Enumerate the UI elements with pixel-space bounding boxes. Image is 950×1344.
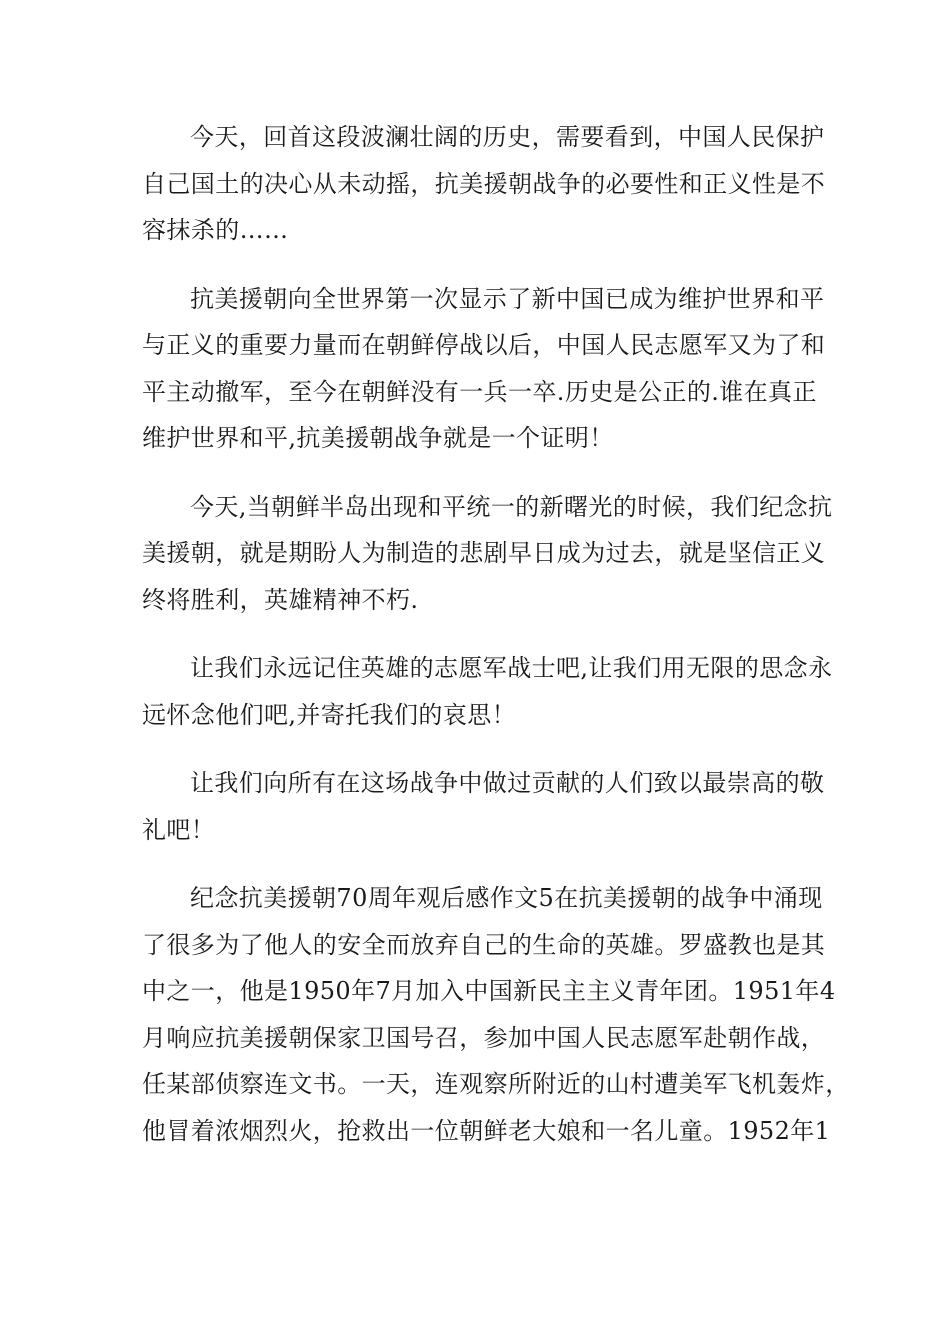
document-body: [142, 114, 850, 1176]
paragraph-1: [142, 114, 826, 254]
text-line: 礼吧！: [142, 815, 216, 844]
text-line: 终将胜利，英雄精神不朽.: [142, 585, 419, 614]
text-line: 让我们向所有在这场战争中做过贡献的人们致以最崇高的敬: [190, 769, 825, 797]
text-line: 今天，回首这段波澜壮阔的历史，需要看到，中国人民保护: [190, 123, 825, 151]
text-line: 任某部侦察连文书。一天，连观察所附近的山村遭美军飞机轰炸，: [142, 1070, 850, 1098]
text-line: 美援朝，就是期盼人为制造的悲剧早日成为过去，就是坚信正义: [142, 539, 826, 567]
text-line: 与正义的重要力量而在朝鲜停战以后，中国人民志愿军又为了和: [142, 331, 826, 359]
text-line: 他冒着浓烟烈火，抢救出一位朝鲜老大娘和一名儿童。1952年1: [142, 1116, 831, 1145]
text-line: 容抹杀的……: [142, 216, 289, 244]
text-line: 抗美援朝向全世界第一次显示了新中国已成为维护世界和平: [190, 284, 825, 313]
paragraph-5: [142, 760, 825, 853]
paragraph-4: [142, 645, 833, 738]
paragraph-6: [142, 875, 850, 1154]
text-line: 中之一，他是1950年7月加入中国新民主主义青年团。1951年4: [142, 977, 836, 1005]
text-line: 了很多为了他人的安全而放弃自己的生命的英雄。罗盛教也是其: [142, 930, 826, 959]
text-line: 今天,当朝鲜半岛出现和平统一的新曙光的时候，我们纪念抗: [190, 492, 833, 521]
paragraph-3: [142, 484, 833, 624]
text-line: 自己国土的决心从未动摇，抗美援朝战争的必要性和正义性是不: [142, 169, 826, 198]
text-line: 让我们永远记住英雄的志愿军战士吧,让我们用无限的思念永: [190, 654, 833, 682]
text-line: 月响应抗美援朝保家卫国号召，参加中国人民志愿军赴朝作战，: [142, 1023, 826, 1052]
text-line: 纪念抗美援朝70周年观后感作文5在抗美援朝的战争中涌现: [190, 884, 823, 912]
paragraph-2: [142, 276, 826, 462]
text-line: 平主动撤军，至今在朝鲜没有一兵一卒.历史是公正的.谁在真正: [142, 377, 817, 406]
text-line: 维护世界和平,抗美援朝战争就是一个证明！: [142, 424, 614, 452]
text-line: 远怀念他们吧,并寄托我们的哀思！: [142, 700, 517, 729]
